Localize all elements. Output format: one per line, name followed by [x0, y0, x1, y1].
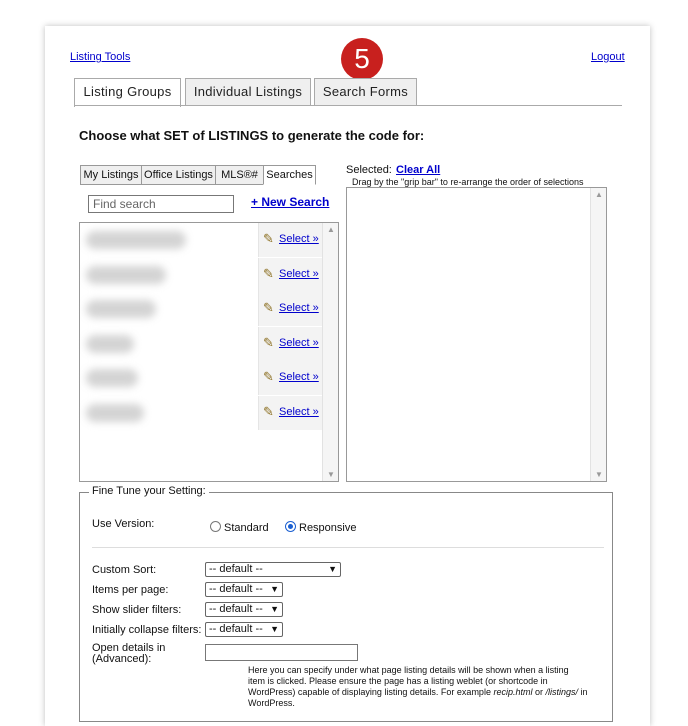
select-link[interactable]: Select » — [279, 371, 319, 383]
redacted-search-name — [86, 300, 156, 318]
items-per-page-label: Items per page: — [92, 584, 169, 596]
pencil-icon[interactable]: ✎ — [263, 266, 274, 281]
listing-tools-link[interactable]: Listing Tools — [70, 51, 131, 63]
chevron-down-icon: ▼ — [270, 624, 279, 634]
saved-searches-list[interactable] — [79, 222, 339, 482]
items-per-page-value: -- default -- — [209, 583, 263, 595]
pencil-icon[interactable]: ✎ — [263, 335, 274, 350]
logout-link[interactable]: Logout — [591, 51, 625, 63]
redacted-search-name — [86, 231, 186, 249]
redacted-search-name — [86, 266, 166, 284]
custom-sort-value: -- default -- — [209, 563, 263, 575]
select-link[interactable]: Select » — [279, 268, 319, 280]
row-actions — [258, 396, 322, 430]
select-link[interactable]: Select » — [279, 302, 319, 314]
help-text-end: in WordPress. — [248, 687, 588, 708]
custom-sort-label: Custom Sort: — [92, 564, 157, 576]
subtab-mls-number[interactable]: MLS®# — [215, 165, 264, 185]
help-example-recip: recip.html — [493, 687, 533, 697]
step-badge: 5 — [341, 38, 383, 80]
scroll-up-icon[interactable]: ▲ — [595, 190, 603, 199]
redacted-search-name — [86, 404, 144, 422]
page-heading: Choose what SET of LISTINGS to generate the code for: — [79, 128, 425, 143]
new-search-link[interactable]: + New Search — [251, 195, 330, 209]
pencil-icon[interactable]: ✎ — [263, 231, 274, 246]
collapse-filters-label: Initially collapse filters: — [92, 624, 202, 636]
chevron-down-icon: ▼ — [270, 584, 279, 594]
scroll-down-icon[interactable]: ▼ — [595, 470, 603, 479]
collapse-filters-select[interactable] — [205, 622, 283, 637]
use-version-label: Use Version: — [92, 518, 155, 530]
standard-radio[interactable] — [210, 521, 221, 532]
fine-tune-legend: Fine Tune your Setting: — [89, 485, 209, 497]
selected-list[interactable] — [346, 187, 607, 482]
slider-filters-value: -- default -- — [209, 603, 263, 615]
list-item — [80, 361, 323, 395]
responsive-label[interactable]: Responsive — [299, 522, 357, 534]
clear-all-link[interactable]: Clear All — [396, 164, 441, 176]
open-details-label: Open details in — [92, 642, 166, 654]
subtab-my-listings[interactable]: My Listings — [80, 165, 142, 185]
tab-individual-listings[interactable]: Individual Listings — [185, 78, 311, 106]
responsive-radio[interactable] — [285, 521, 296, 532]
list-scrollbar[interactable] — [322, 223, 338, 481]
redacted-search-name — [86, 335, 134, 353]
listing-tools-panel — [45, 26, 650, 726]
fine-tune-settings — [79, 485, 613, 722]
selected-scrollbar[interactable] — [590, 188, 606, 481]
list-item — [80, 258, 323, 292]
collapse-filters-value: -- default -- — [209, 623, 263, 635]
list-item — [80, 292, 323, 326]
open-details-input[interactable] — [205, 644, 358, 661]
help-text-or: or — [532, 687, 546, 697]
pencil-icon[interactable]: ✎ — [263, 300, 274, 315]
subtab-office-listings[interactable]: Office Listings — [141, 165, 216, 185]
row-actions — [258, 292, 322, 326]
drag-hint: Drag by the "grip bar" to re-arrange the order of selections — [352, 177, 584, 187]
find-search-input[interactable] — [88, 195, 234, 213]
select-link[interactable]: Select » — [279, 233, 319, 245]
row-actions — [258, 258, 322, 292]
chevron-down-icon: ▼ — [270, 604, 279, 614]
tab-divider — [74, 105, 622, 106]
slider-filters-select[interactable] — [205, 602, 283, 617]
open-details-help — [248, 665, 588, 709]
list-item — [80, 327, 323, 361]
open-details-label-advanced: (Advanced): — [92, 653, 152, 665]
settings-divider — [92, 547, 604, 548]
row-actions — [258, 327, 322, 361]
scroll-up-icon[interactable]: ▲ — [327, 225, 335, 234]
row-actions — [258, 361, 322, 395]
list-item — [80, 223, 323, 257]
pencil-icon[interactable]: ✎ — [263, 404, 274, 419]
subtab-searches[interactable]: Searches — [263, 165, 316, 185]
slider-filters-label: Show slider filters: — [92, 604, 182, 616]
standard-label[interactable]: Standard — [224, 522, 269, 534]
pencil-icon[interactable]: ✎ — [263, 369, 274, 384]
help-text-start: Here you can specify under what page listing details will be shown when a listing item is clicked. Please ensure the page has a listing weblet (or shortcode in WordPress) capable of displaying listing details. For example — [248, 665, 569, 697]
list-item — [80, 396, 323, 430]
custom-sort-select[interactable] — [205, 562, 341, 577]
help-example-listings: /listings/ — [545, 687, 578, 697]
items-per-page-select[interactable] — [205, 582, 283, 597]
chevron-down-icon: ▼ — [328, 564, 337, 574]
tab-listing-groups[interactable]: Listing Groups — [74, 78, 181, 107]
selected-label: Selected: — [346, 164, 392, 176]
redacted-search-name — [86, 369, 138, 387]
select-link[interactable]: Select » — [279, 337, 319, 349]
scroll-down-icon[interactable]: ▼ — [327, 470, 335, 479]
select-link[interactable]: Select » — [279, 406, 319, 418]
row-actions — [258, 223, 322, 257]
tab-search-forms[interactable]: Search Forms — [314, 78, 417, 106]
